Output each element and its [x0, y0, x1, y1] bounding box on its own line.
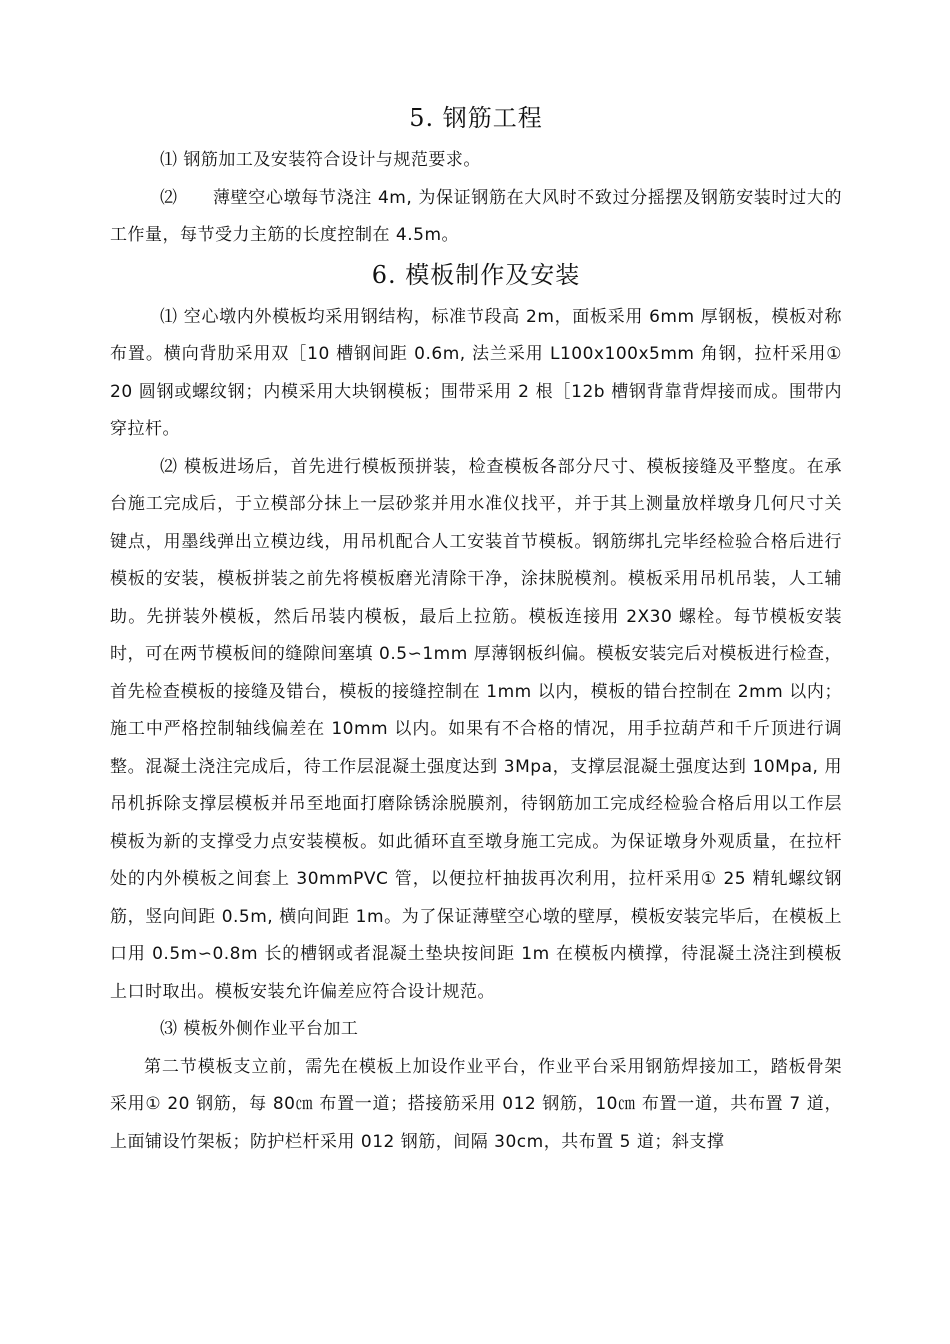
- section-6-paragraph-1: ⑴ 空心墩内外模板均采用钢结构，标准节段高 2m，面板采用 6mm 厚钢板，模板对称布置。横向背肋采用双［10 槽钢间距 0.6m, 法兰采用 L100x100x5mm 角钢，拉杆采用① 20 圆钢或螺纹钢；内模采用大块钢模板；围带采用 2 根［12b 槽钢背靠背焊接而成。围带内穿拉杆。: [110, 306, 842, 439]
- section-6-heading: 6. 模板制作及安装: [371, 260, 581, 289]
- section-5-paragraph-2: ⑵ 薄壁空心墩每节浇注 4m, 为保证钢筋在大风时不致过分摇摆及钢筋安装时过大的工作量，每节受力主筋的长度控制在 4.5m。: [110, 187, 842, 245]
- section-6-paragraph-4: 第二节模板支立前，需先在模板上加设作业平台，作业平台采用钢筋焊接加工，踏板骨架采用① 20 钢筋，每 80㎝ 布置一道；搭接筋采用 012 钢筋，10㎝ 布置一道，共布置 7 道，上面铺设竹架板；防护栏杆采用 012 钢筋，间隔 30cm，共布置 5 道；斜支撑: [110, 1056, 842, 1152]
- section-6-paragraph-3: ⑶ 模板外侧作业平台加工: [160, 1019, 359, 1039]
- section-6-paragraph-2: ⑵ 模板进场后，首先进行模板预拼装，检查模板各部分尺寸、模板接缝及平整度。在承台施工完成后，于立模部分抹上一层砂浆并用水准仪找平，并于其上测量放样墩身几何尺寸关键点，用墨线弹出立模边线，用吊机配合人工安装首节模板。钢筋绑扎完毕经检验合格后进行模板的安装，模板拼装之前先将模板磨光清除干净，涂抹脱模剂。模板采用吊机吊装，人工辅助。先拼装外模板，然后吊装内模板，最后上拉筋。模板连接用 2X30 螺栓。每节模板安装时，可在两节模板间的缝隙间塞填 0.5∽1mm 厚薄钢板纠偏。模板安装完后对模板进行检查，首先检查模板的接缝及错台，模板的接缝控制在 1mm 以内，模板的错台控制在 2mm 以内；施工中严格控制轴线偏差在 10mm 以内。如果有不合格的情况，用手拉葫芦和千斤顶进行调整。混凝土浇注完成后，待工作层混凝土强度达到 3Mpa，支撑层混凝土强度达到 10Mpa, 用吊机拆除支撑层模板并吊至地面打磨除锈涂脱膜剂，待钢筋加工完成经检验合格后用以工作层模板为新的支撑受力点安装模板。如此循环直至墩身施工完成。为保证墩身外观质量，在拉杆处的内外模板之间套上 30mmPVC 管，以便拉杆抽拔再次利用，拉杆采用① 25 精轧螺纹钢筋，竖向间距 0.5m, 横向间距 1m。为了保证薄壁空心墩的壁厚，模板安装完毕后，在模板上口用 0.5m∽0.8m 长的槽钢或者混凝土垫块按间距 1m 在模板内横撑，待混凝土浇注到模板上口时取出。模板安装允许偏差应符合设计规范。: [110, 456, 842, 1002]
- document-body: [110, 100, 842, 1161]
- section-5-paragraph-1: ⑴ 钢筋加工及安装符合设计与规范要求。: [160, 150, 481, 170]
- section-5-heading: 5. 钢筋工程: [409, 104, 543, 132]
